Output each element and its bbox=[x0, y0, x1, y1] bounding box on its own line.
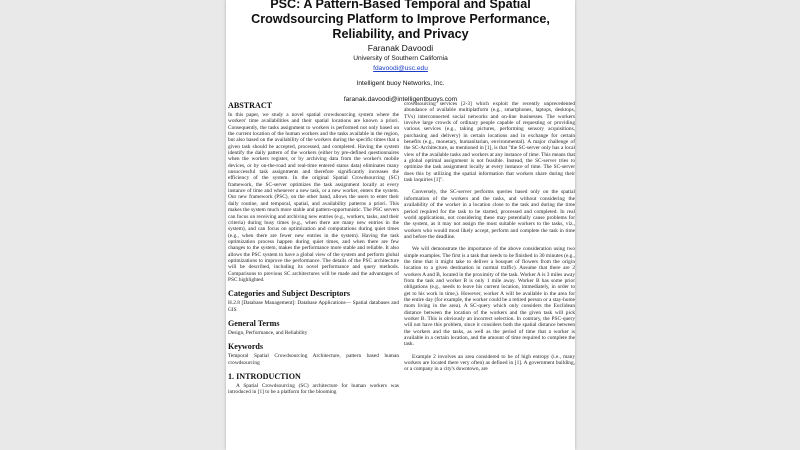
body-paragraph: Conversely, the SC-server performs queries based only on the spatial information of the workers and the tasks, and without considering the availability of the worker in a location close to the task and during the time period required for the task to be started, processed and completed. In real world applications, not considering these may potentially cause problems for the system, as it may not assign the most suitable workers to the tasks, viz., workers who would most likely accept, perform and complete the task in time and before the deadline. bbox=[404, 189, 575, 240]
keywords-heading: Keywords bbox=[228, 342, 264, 352]
author-affiliation-2: Intelligent buoy Networks, Inc. bbox=[356, 80, 445, 87]
introduction-heading: 1. INTRODUCTION bbox=[228, 372, 301, 381]
abstract-text: In this paper, we study a novel spatial crowdsourcing system where the workers' time availabilities and their spatial locations are known a priori. Consequently, the tasks assignment to workers is performed not only based on the current location of the human workers and the tasks available in the region, but also based on the availability of the workers during the specific times that a given task should be accepted, processed, and completed. Having the system identify the daily pattern of the workers (either by pre-defined questionnaires when the workers register, or by archiving data from the worker's mobile devices, or by on-the-road and real-time entered status data) eliminates many unsuccessful task assignments and therefore significantly increases the efficiency of the system. In the original Spatial Crowdsourcing (SC) framework, the SC-server optimizes the task assignment locally at every instance of time and whenever a new task, or a new worker, enters the system. Our new framework (PSC), on the other hand, allows the users to enter their daily routine, and temporal, spatial, and availability patterns a priori. This makes the system much more stable and pattern-opportunistic. The PSC servers can focus on receiving and archiving new entries (e.g., workers, tasks, and their criteria) during busy times (e.g., when there are many new entries in the system), and can focus on optimization and computations during quiet times (e.g., when there are fewer new entries in the system). Having the task optimization process happen during quiet times, and when there are few changes to the system, makes the performance more stable and reliable. It also allows the PSC system to have a global view of the system and perform global optimizations to improve the performance. The details of the PSC architecture will be described, including its novel performance and query methods. Comparisons to previous SC architectures will be made and the advantages of PSC highlighted. bbox=[228, 112, 399, 283]
right-column bbox=[404, 101, 575, 373]
introduction-text: A Spatial Crowdsourcing (SC) architecture for human workers was introduced in [1] to be a platform for the blooming bbox=[228, 383, 399, 396]
title-line: Crowdsourcing Platform to Improve Performance, bbox=[251, 12, 550, 26]
author-name: Faranak Davoodi bbox=[367, 43, 434, 53]
abstract-heading: ABSTRACT bbox=[228, 101, 273, 110]
keywords-text: Temporal Spatial Crowdsourcing Architecture, pattern based human crowdsourcing bbox=[228, 353, 399, 366]
general-terms-text: Design, Performance, and Reliability bbox=[228, 329, 308, 336]
body-paragraph: Example 2 involves an area considered to be of high entropy (i.e., many workers are located there very often) as defined in [1]. A government building, or a company in a city's downtown, are bbox=[404, 353, 575, 373]
general-terms-heading: General Terms bbox=[228, 318, 280, 328]
paper-title bbox=[226, 0, 575, 42]
body-paragraph: crowdsourcing services [2-3] which exploit the recently unprecedented abundance of available multiplatform (e.g., smartphones, laptops, desktops, TVs) interconnected social networks and on-line businesses. The workers involve large crowds of ordinary people capable of requesting or providing various services (e.g., taking pictures, performing sensory acquisitions, purchasing and delivery) in certain locations and in exchange for certain benefits (e.g., monetary, humanitarian, environmental). A major challenge of the SC-Architecture, as mentioned in [1], is that "the SC-server only has a local view of the available tasks and workers at any instance of time. This means that a global optimal assignment is not feasible. Instead, the SC-server tries to optimize the task assignment locally at every instance of time. The SC-server does this by utilizing the spatial information that workers share during their task inquiries [1]". bbox=[404, 101, 575, 184]
categories-heading: Categories and Subject Descriptors bbox=[228, 289, 351, 299]
left-column bbox=[228, 101, 399, 396]
paper-page bbox=[226, 0, 575, 450]
categories-text: H.2.8 [Database Management]: Database Applications— Spatial databases and GIS bbox=[228, 300, 399, 313]
author-block bbox=[226, 43, 575, 104]
author-affiliation-1: University of Southern California bbox=[353, 55, 448, 62]
author-email-1[interactable]: fdavoodi@usc.edu bbox=[373, 64, 428, 72]
title-line: PSC: A Pattern-Based Temporal and Spatial bbox=[270, 0, 531, 11]
author-email-2: faranak.davoodi@intelligentbuoys.com bbox=[343, 95, 458, 103]
body-paragraph: We will demonstrate the importance of the above consideration using two simple examples. The first is a task that needs to be finished in 30 minutes (e.g., the time that it might take to deliver a bouquet of flowers from the origin location to a given destination in normal traffic). Assume that there are 2 workers A and B, located in the proximity of the task. Worker A is 3 miles away from the task and worker B is only 1 mile away. Worker B has some prior obligations (e.g., needs to leave his current location, immediately, in order to get to his work in time,). However, worker A will be available in the area for the entire day (for example, the worker could be a retired person or a stay-home mom living in the area). A SC-query which only considers the Euclidean distance between the location of the workers and the given task will pick worker B. This is obviously an incorrect selection. In contrary, the PSC-query will not have this problem, since it considers both the spatial distance between the workers and the tasks, as well as the period of time that a worker is available in a certain location, and the amount of time required to complete the task. bbox=[404, 246, 575, 348]
title-line: Reliability, and Privacy bbox=[332, 27, 469, 41]
